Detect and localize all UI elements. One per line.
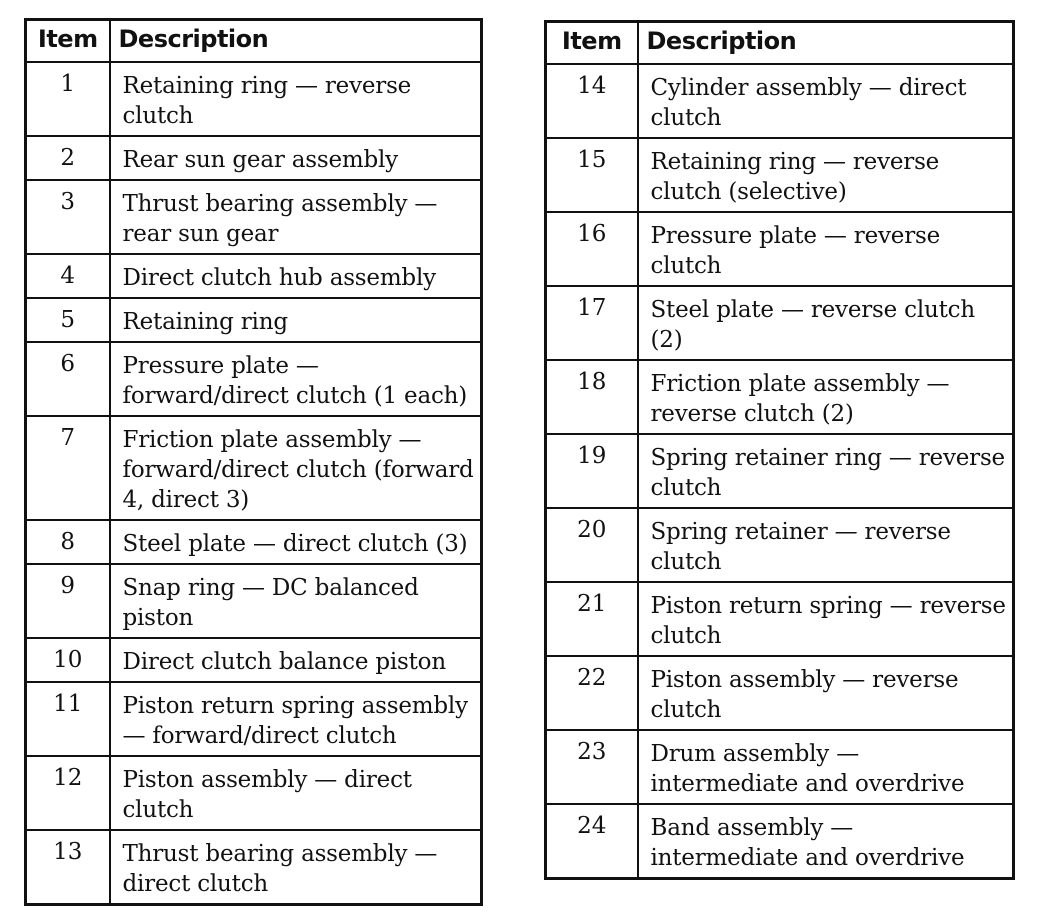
table-row [546,508,1014,582]
table-row [546,804,1014,879]
item-description: Retaining ring — reverse clutch (selective) [638,138,1014,212]
item-number: 3 [26,180,110,254]
item-description: Piston assembly — reverse clutch [638,656,1014,730]
table-row [26,830,482,905]
item-column-header: Item [546,22,638,65]
item-number: 23 [546,730,638,804]
item-number: 14 [546,64,638,138]
item-number: 15 [546,138,638,212]
item-number: 16 [546,212,638,286]
table-row [546,434,1014,508]
item-number: 10 [26,638,110,682]
item-number: 21 [546,582,638,656]
item-number: 18 [546,360,638,434]
parts-table-right [544,20,1015,880]
table-row [546,212,1014,286]
table-row [26,342,482,416]
item-number: 9 [26,564,110,638]
item-description: Spring retainer ring — reverse clutch [638,434,1014,508]
item-number: 4 [26,254,110,298]
item-description: Retaining ring [110,298,482,342]
item-column-header: Item [26,20,110,63]
table-row [26,136,482,180]
item-number: 7 [26,416,110,520]
parts-table-left [24,18,483,906]
item-description: Spring retainer — reverse clutch [638,508,1014,582]
item-number: 6 [26,342,110,416]
table-row [546,656,1014,730]
table-row [26,62,482,136]
item-number: 12 [26,756,110,830]
table-row [546,138,1014,212]
description-column-header: Description [638,22,1014,65]
item-description: Snap ring — DC balanced piston [110,564,482,638]
item-description: Cylinder assembly — direct clutch [638,64,1014,138]
table-row [26,520,482,564]
item-description: Retaining ring — reverse clutch [110,62,482,136]
item-description: Rear sun gear assembly [110,136,482,180]
item-description: Direct clutch hub assembly [110,254,482,298]
item-number: 19 [546,434,638,508]
item-number: 13 [26,830,110,905]
item-description: Band assembly — intermediate and overdrive [638,804,1014,879]
table-row [26,682,482,756]
table-row [26,756,482,830]
table-row [546,582,1014,656]
description-column-header: Description [110,20,482,63]
item-number: 1 [26,62,110,136]
item-description: Drum assembly — intermediate and overdrive [638,730,1014,804]
table-row [26,180,482,254]
item-number: 11 [26,682,110,756]
item-description: Piston return spring — reverse clutch [638,582,1014,656]
table-row [546,730,1014,804]
table-row [546,64,1014,138]
table-row [26,254,482,298]
table-row [546,286,1014,360]
item-description: Pressure plate — reverse clutch [638,212,1014,286]
item-description: Friction plate assembly — forward/direct clutch (forward 4, direct 3) [110,416,482,520]
item-number: 20 [546,508,638,582]
table-row [546,360,1014,434]
item-description: Pressure plate — forward/direct clutch (1 each) [110,342,482,416]
item-number: 2 [26,136,110,180]
table-row [26,638,482,682]
item-description: Piston assembly — direct clutch [110,756,482,830]
item-number: 17 [546,286,638,360]
table-row [26,564,482,638]
item-description: Steel plate — direct clutch (3) [110,520,482,564]
table-row [26,416,482,520]
item-number: 24 [546,804,638,879]
item-description: Thrust bearing assembly — rear sun gear [110,180,482,254]
item-description: Direct clutch balance piston [110,638,482,682]
item-description: Thrust bearing assembly — direct clutch [110,830,482,905]
item-number: 22 [546,656,638,730]
item-description: Steel plate — reverse clutch (2) [638,286,1014,360]
table-row [26,298,482,342]
table-header-row [546,22,1014,65]
item-description: Friction plate assembly — reverse clutch (2) [638,360,1014,434]
item-number: 5 [26,298,110,342]
table-header-row [26,20,482,63]
item-description: Piston return spring assembly — forward/direct clutch [110,682,482,756]
item-number: 8 [26,520,110,564]
